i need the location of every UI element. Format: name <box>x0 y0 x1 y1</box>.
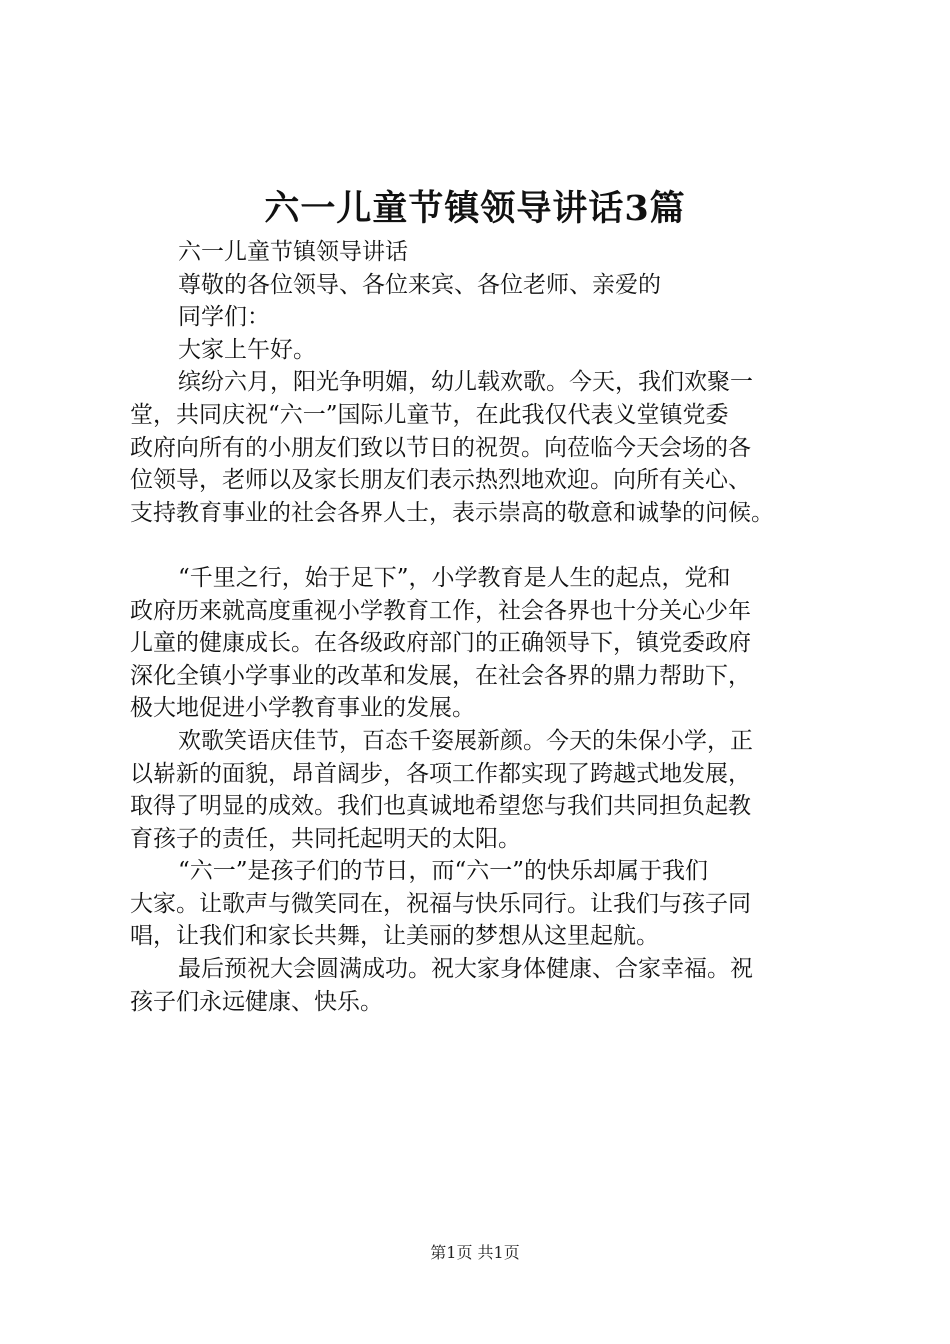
document-body <box>130 236 830 1018</box>
body-line: 取得了明显的成效。我们也真诚地希望您与我们共同担负起教 <box>130 793 751 820</box>
body-line: 以崭新的面貌，昂首阔步，各项工作都实现了跨越式地发展， <box>130 760 751 787</box>
body-line: 堂，共同庆祝“六一”国际儿童节，在此我仅代表义堂镇党委 <box>130 401 729 428</box>
body-line: 最后预祝大会圆满成功。祝大家身体健康、合家幸福。祝 <box>178 956 753 983</box>
body-line: 缤纷六月，阳光争明媚，幼儿载欢歌。今天，我们欢聚一 <box>178 369 753 396</box>
body-line: 育孩子的责任，共同托起明天的太阳。 <box>130 825 521 852</box>
body-line: 孩子们永远健康、快乐。 <box>130 988 383 1015</box>
page-footer: 第1页 共1页 <box>430 1243 520 1262</box>
body-line: 支持教育事业的社会各界人士，表示崇高的敬意和诚挚的问候。 <box>130 499 774 526</box>
body-line: 儿童的健康成长。在各级政府部门的正确领导下，镇党委政府 <box>130 630 751 657</box>
body-line: 尊敬的各位领导、各位来宾、各位老师、亲爱的 <box>178 271 661 298</box>
body-line: “六一”是孩子们的节日，而“六一”的快乐却属于我们 <box>178 858 709 885</box>
paragraph-gap <box>130 529 830 562</box>
body-line: 政府历来就高度重视小学教育工作，社会各界也十分关心少年 <box>130 597 751 624</box>
body-line: 位领导，老师以及家长朋友们表示热烈地欢迎。向所有关心、 <box>130 467 751 494</box>
body-line: 深化全镇小学事业的改革和发展，在社会各界的鼎力帮助下， <box>130 662 751 689</box>
body-line: 极大地促进小学教育事业的发展。 <box>130 695 475 722</box>
body-line: 大家。让歌声与微笑同在，祝福与快乐同行。让我们与孩子同 <box>130 890 751 917</box>
body-line: 政府向所有的小朋友们致以节日的祝贺。向莅临今天会场的各 <box>130 434 751 461</box>
body-line: 同学们： <box>178 304 270 331</box>
body-line: 六一儿童节镇领导讲话 <box>178 239 408 265</box>
document-title: 六一儿童节镇领导讲话3篇 <box>264 188 686 229</box>
body-line: 大家上午好。 <box>178 336 316 363</box>
body-line: “千里之行，始于足下”，小学教育是人生的起点，党和 <box>178 564 731 591</box>
body-line: 欢歌笑语庆佳节，百态千姿展新颜。今天的朱保小学，正 <box>178 727 753 754</box>
body-line: 唱，让我们和家长共舞，让美丽的梦想从这里起航。 <box>130 923 659 950</box>
